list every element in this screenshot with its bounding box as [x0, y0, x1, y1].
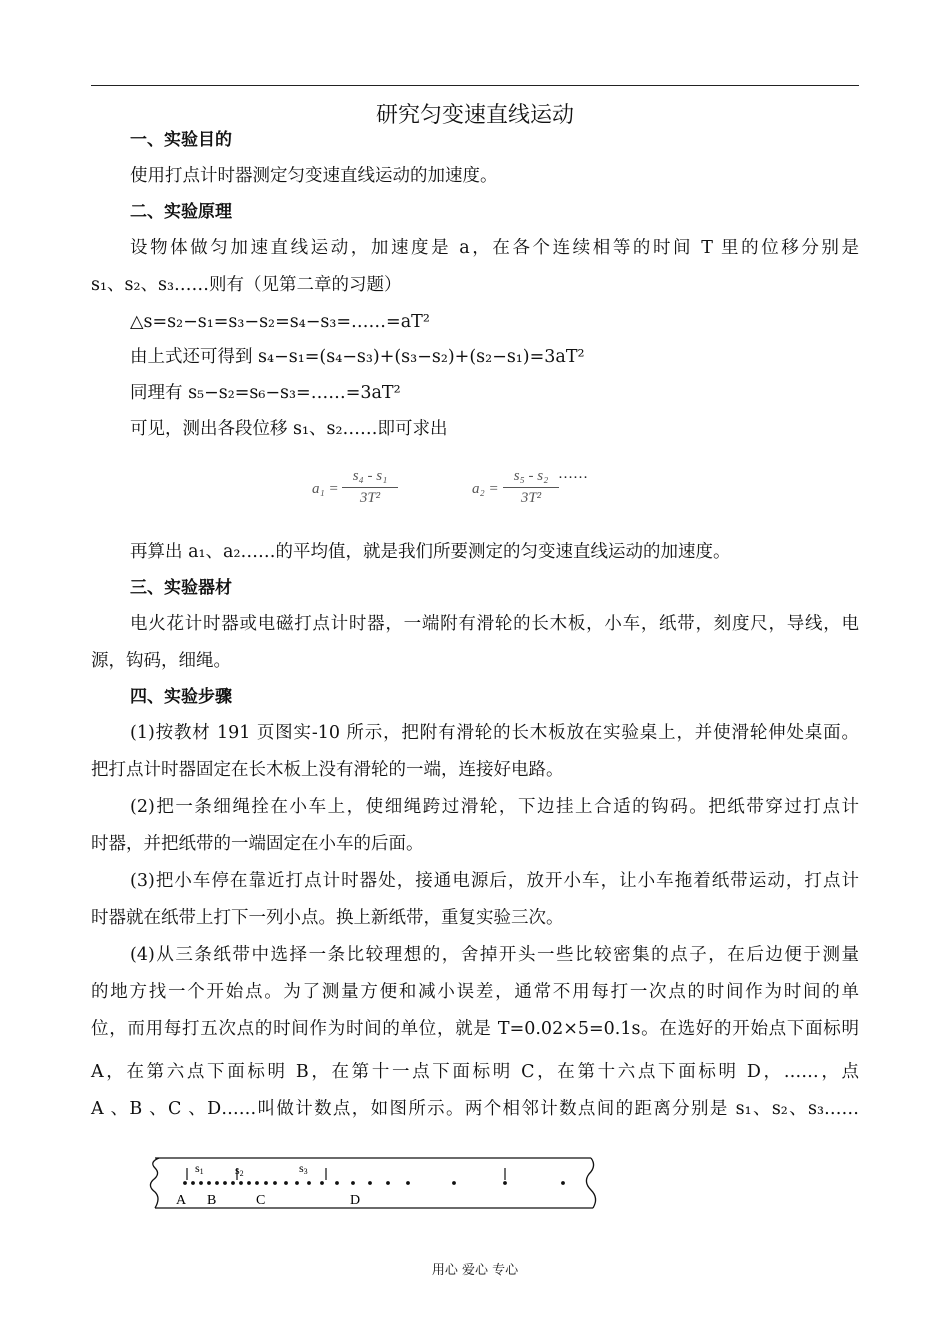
formula-a1-lhs: a₁ = [312, 481, 339, 497]
tape-dots [183, 1181, 565, 1185]
paragraph: (4)从三条纸带中选择一条比较理想的，舍掉开头一些比较密集的点子，在后边便于测量 [130, 945, 859, 965]
tape-dot [386, 1181, 390, 1185]
section-heading-principle: 二、实验原理 [130, 202, 232, 222]
paragraph: 使用打点计时器测定匀变速直线运动的加速度。 [130, 166, 498, 186]
equation: 由上式还可得到 s₄−s₁=(s₄−s₃)+(s₃−s₂)+(s₂−s₁)=3aT² [130, 347, 585, 367]
tape-dot [320, 1181, 324, 1185]
paragraph: A，在第六点下面标明 B，在第十一点下面标明 C，在第十六点下面标明 D，……，点 [91, 1062, 859, 1082]
tape-dot [255, 1181, 259, 1185]
equation: 同理有 s₅−s₂=s₆−s₃=……=3aT² [130, 383, 401, 403]
formula-a2-numerator: s₅ - s₂ [503, 468, 559, 488]
count-point-label-b: B [207, 1193, 217, 1208]
count-point-label-a: A [176, 1193, 187, 1208]
paragraph: 把打点计时器固定在长木板上没有滑轮的一端，连接好电路。 [91, 760, 564, 780]
page-title: 研究匀变速直线运动 [375, 103, 574, 128]
paragraph: A 、B 、C 、D……叫做计数点，如图所示。两个相邻计数点间的距离分别是 s₁、s₂、s₃…… [91, 1099, 859, 1119]
paragraph: (2)把一条细绳拴在小车上，使细绳跨过滑轮，下边挂上合适的钩码。把纸带穿过打点计 [130, 797, 859, 817]
formula-ellipsis: …… [558, 466, 588, 482]
paragraph: 的地方找一个开始点。为了测量方便和减小误差，通常不用每打一次点的时间作为时间的单 [91, 982, 859, 1002]
tape-dot [406, 1181, 410, 1185]
formula-a2-denominator: 3T² [520, 490, 542, 506]
segment-label-s3: s3 [299, 1161, 308, 1176]
count-point-label-d: D [350, 1193, 361, 1208]
tape-dot [191, 1181, 195, 1185]
formula-a1-fraction [342, 468, 398, 507]
tape-dot [215, 1181, 219, 1185]
paragraph: 电火花计时器或电磁打点计时器，一端附有滑轮的长木板，小车，纸带，刻度尺，导线，电 [130, 614, 859, 634]
paragraph: 位，而用每打五次点的时间作为时间的单位，就是 T=0.02×5=0.1s。在选好的开始点下面标明 [91, 1019, 859, 1039]
header-rule [91, 85, 859, 86]
tape-dot [231, 1181, 235, 1185]
tape-dot [503, 1181, 507, 1185]
tape-dot [284, 1181, 288, 1185]
segment-label-s1: s1 [195, 1161, 204, 1176]
formula-a2-lhs: a₂ = [472, 481, 499, 497]
paragraph: 设物体做匀加速直线运动，加速度是 a，在各个连续相等的时间 T 里的位移分别是 [130, 238, 859, 258]
section-heading-equipment: 三、实验器材 [130, 578, 232, 598]
tape-right-torn-edge [586, 1158, 595, 1208]
paragraph: s₁、s₂、s₃……则有（见第二章的习题） [91, 275, 402, 295]
tape-dot [199, 1181, 203, 1185]
paragraph: 时器，并把纸带的一端固定在小车的后面。 [91, 834, 424, 854]
paragraph: 可见，测出各段位移 s₁、s₂……即可求出 [130, 419, 448, 439]
paragraph: (1)按教材 191 页图实-10 所示，把附有滑轮的长木板放在实验桌上，并使滑轮伸处桌面。 [130, 723, 859, 743]
tape-dot [452, 1181, 456, 1185]
paragraph: 再算出 a₁、a₂……的平均值，就是我们所要测定的匀变速直线运动的加速度。 [130, 542, 731, 562]
section-heading-steps: 四、实验步骤 [130, 687, 232, 707]
tape-dot [335, 1181, 339, 1185]
formula-a1-numerator: s₄ - s₁ [342, 468, 398, 488]
ticker-tape-diagram [145, 1150, 605, 1214]
page-footer: 用心 爱心 专心 [431, 1263, 519, 1278]
tape-dot [223, 1181, 227, 1185]
tape-dot [247, 1181, 251, 1185]
tape-dot [368, 1181, 372, 1185]
paragraph: 时器就在纸带上打下一列小点。换上新纸带，重复实验三次。 [91, 908, 564, 928]
section-heading-purpose: 一、实验目的 [130, 130, 232, 150]
tape-dot [561, 1181, 565, 1185]
formula-a2-fraction [503, 468, 559, 507]
tape-dot [307, 1181, 311, 1185]
equation: △s=s₂−s₁=s₃−s₂=s₄−s₃=……=aT² [130, 312, 430, 332]
tape-dot [239, 1181, 243, 1185]
tape-dot [273, 1181, 277, 1185]
segment-label-s2: s2 [235, 1163, 244, 1178]
paragraph: (3)把小车停在靠近打点计时器处，接通电源后，放开小车，让小车拖着纸带运动，打点计 [130, 871, 859, 891]
tape-left-torn-edge [150, 1158, 159, 1208]
paragraph: 源，钩码，细绳。 [91, 651, 231, 671]
formula-a1-denominator: 3T² [359, 490, 381, 506]
tape-dot [207, 1181, 211, 1185]
tape-dot [351, 1181, 355, 1185]
count-point-label-c: C [256, 1193, 266, 1208]
tape-dot [264, 1181, 268, 1185]
tape-dot [295, 1181, 299, 1185]
tape-dot [183, 1181, 187, 1185]
